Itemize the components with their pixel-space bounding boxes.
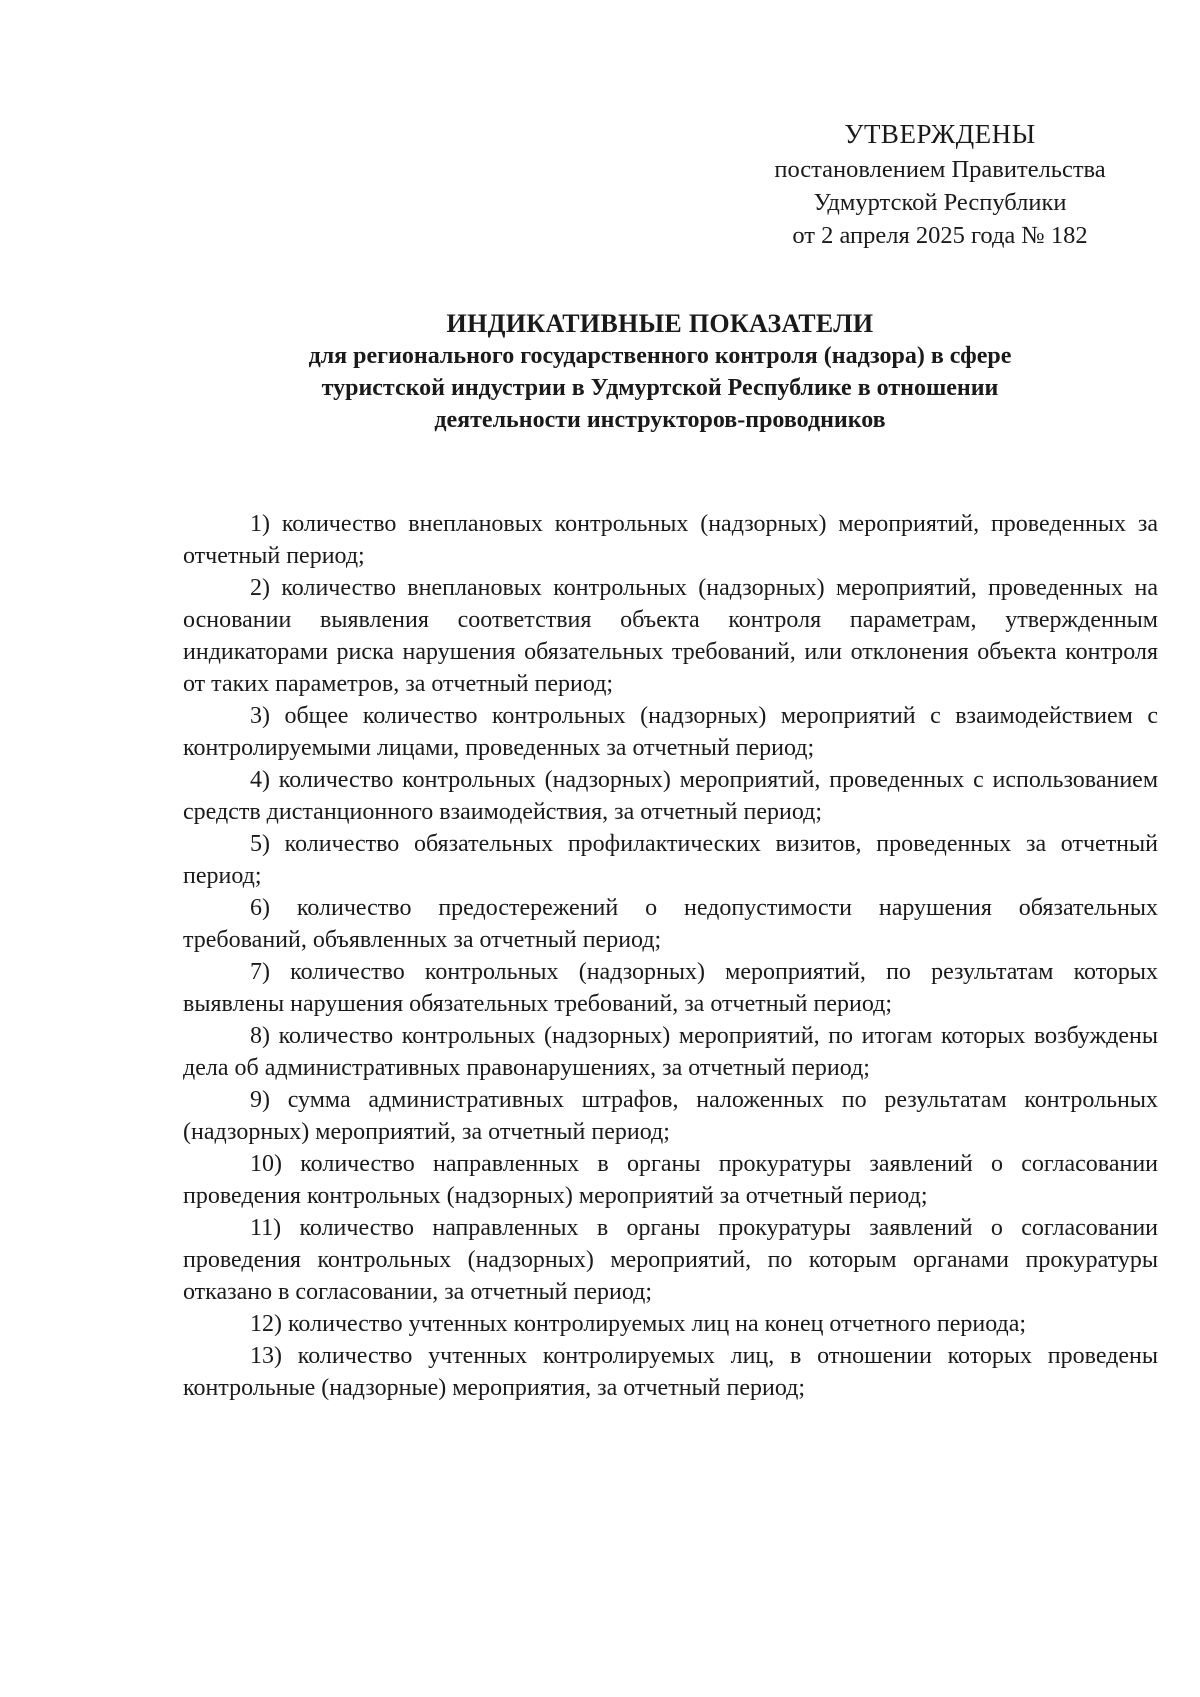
indicator-item-3: 3) общее количество контрольных (надзорных) мероприятий с взаимодействием с контролируемыми лицами, проведенных за отчетный период; [183,703,1158,761]
document-subtitle-line-3: деятельности инструкторов-проводников [434,407,886,433]
approval-stamp-block [730,118,1150,252]
indicator-item-1: 1) количество внеплановых контрольных (надзорных) мероприятий, проведенных за отчетный период; [183,511,1158,569]
indicator-list [183,508,1158,1404]
indicator-item-7: 7) количество контрольных (надзорных) мероприятий, по результатам которых выявлены нарушения обязательных требований, за отчетный период; [183,959,1158,1017]
indicator-item-6: 6) количество предостережений о недопустимости нарушения обязательных требований, объявленных за отчетный период; [183,895,1158,953]
approval-line-3: от 2 апреля 2025 года № 182 [792,222,1088,249]
indicator-item-10: 10) количество направленных в органы прокуратуры заявлений о согласовании проведения контрольных (надзорных) мероприятий за отчетный период; [183,1151,1158,1209]
document-subtitle-line-2: туристской индустрии в Удмуртской Республике в отношении [321,375,999,401]
document-title-block [180,308,1140,436]
indicator-item-12: 12) количество учтенных контролируемых лиц на конец отчетного периода; [250,1311,1027,1337]
document-title: ИНДИКАТИВНЫЕ ПОКАЗАТЕЛИ [446,309,874,338]
indicator-item-5: 5) количество обязательных профилактических визитов, проведенных за отчетный период; [183,831,1158,889]
approval-line-2: Удмуртской Республики [813,189,1067,216]
indicator-item-2: 2) количество внеплановых контрольных (надзорных) мероприятий, проведенных на основании выявления соответствия объекта контроля параметрам, утвержденным индикаторами риска нарушения обязательных требований, или отклонения объекта контроля от таких параметров, за отчетный период; [183,575,1158,697]
indicator-item-9: 9) сумма административных штрафов, наложенных по результатам контрольных (надзорных) мероприятий, за отчетный период; [183,1087,1158,1145]
indicator-item-4: 4) количество контрольных (надзорных) мероприятий, проведенных с использованием средств дистанционного взаимодействия, за отчетный период; [183,767,1158,825]
indicator-item-13: 13) количество учтенных контролируемых лиц, в отношении которых проведены контрольные (надзорные) мероприятия, за отчетный период; [183,1343,1158,1401]
indicator-item-11: 11) количество направленных в органы прокуратуры заявлений о согласовании проведения контрольных (надзорных) мероприятий, по которым органами прокуратуры отказано в согласовании, за отчетный период; [183,1215,1158,1305]
approval-heading: УТВЕРЖДЕНЫ [844,119,1036,149]
document-subtitle-line-1: для регионального государственного контроля (надзора) в сфере [308,343,1012,369]
approval-line-1: постановлением Правительства [774,156,1106,183]
indicator-item-8: 8) количество контрольных (надзорных) мероприятий, по итогам которых возбуждены дела об административных правонарушениях, за отчетный период; [183,1023,1158,1081]
